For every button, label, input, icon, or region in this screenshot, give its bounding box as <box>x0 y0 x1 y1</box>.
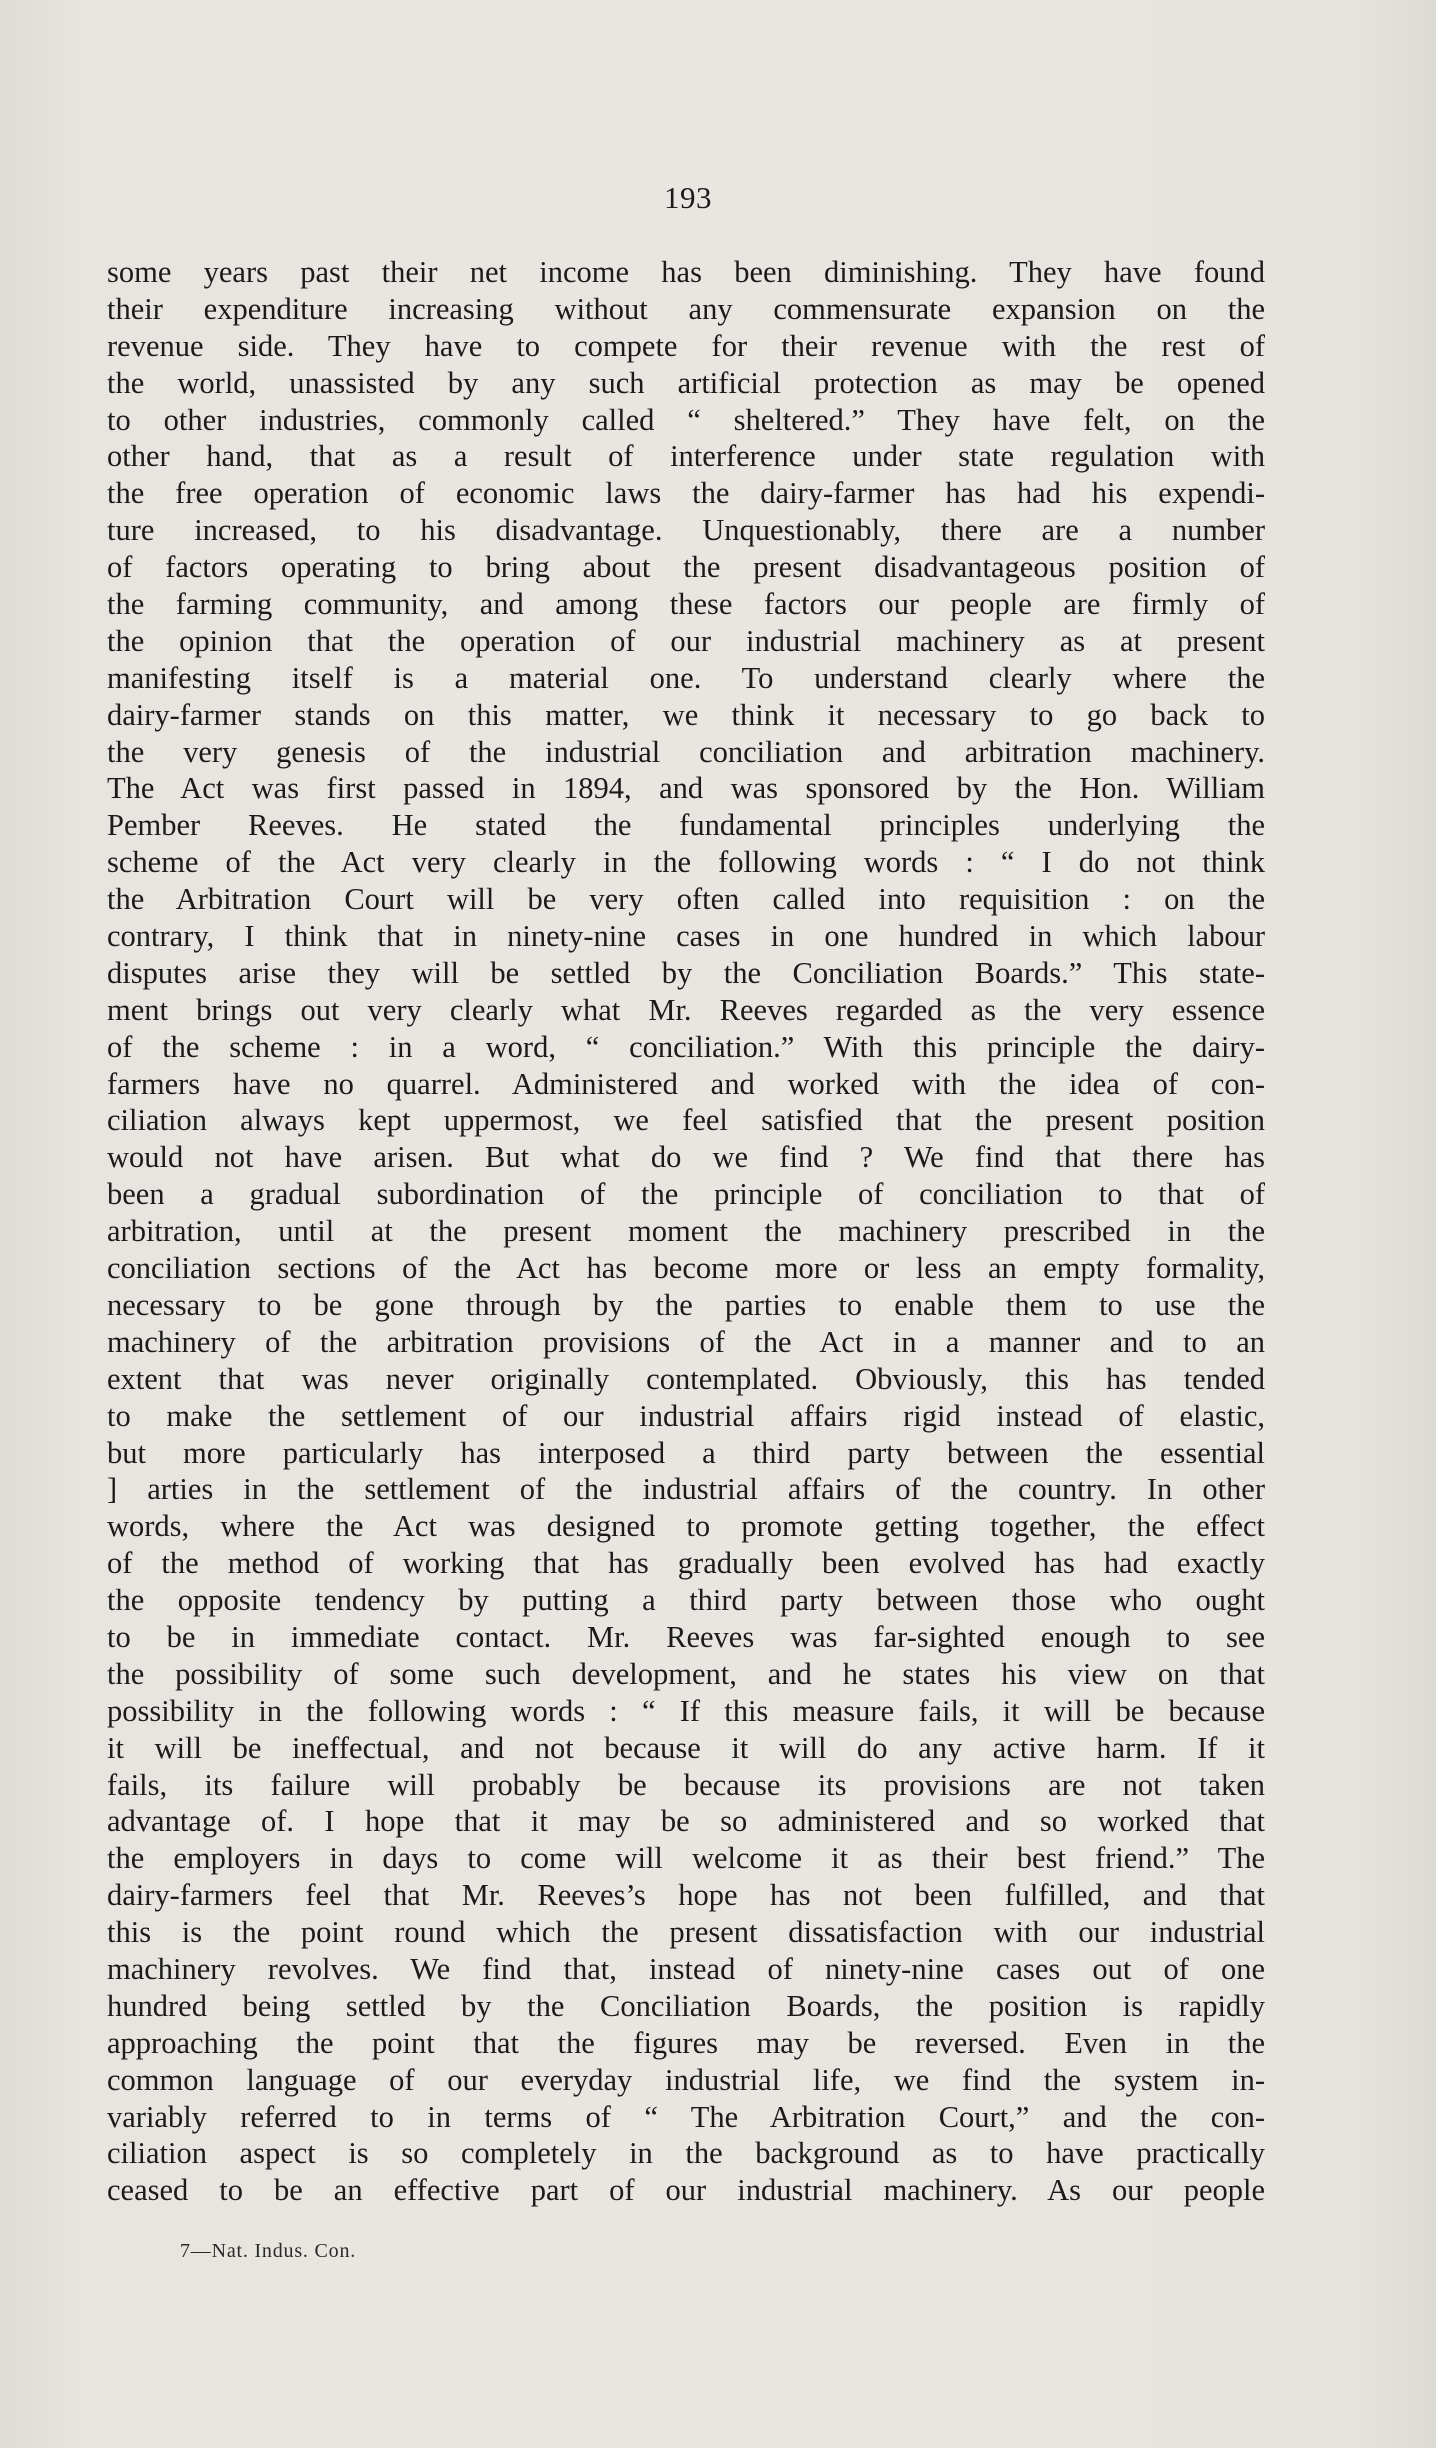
text-line: dairy-farmer stands on this matter, we think it necessary to go back to <box>107 697 1265 732</box>
text-line: contrary, I think that in ninety-nine cases in one hundred in which labour <box>107 919 1265 954</box>
text-line: the opposite tendency by putting a third party between those who ought <box>107 1583 1265 1618</box>
page-number: 193 <box>664 180 712 215</box>
text-line: the very genesis of the industrial conciliation and arbitration machinery. <box>107 734 1265 769</box>
text-line: other hand, that as a result of interference under state regulation with <box>107 439 1265 474</box>
text-line: ciliation always kept uppermost, we feel satisfied that the present position <box>107 1103 1265 1138</box>
text-line: ceased to be an effective part of our industrial machinery. As our people <box>107 2173 1265 2208</box>
text-line: the farming community, and among these factors our people are firmly of <box>107 587 1265 622</box>
text-line: manifesting itself is a material one. To understand clearly where the <box>107 660 1265 695</box>
text-line: to make the settlement of our industrial affairs rigid instead of elastic, <box>107 1398 1265 1433</box>
text-line: ciliation aspect is so completely in the background as to have practically <box>107 2136 1265 2171</box>
text-line: ] arties in the settlement of the industrial affairs of the country. In other <box>107 1472 1265 1507</box>
text-line: words, where the Act was designed to promote getting together, the effect <box>107 1509 1265 1544</box>
text-line: variably referred to in terms of “ The Arbitration Court,” and the con- <box>107 2099 1265 2134</box>
text-line: advantage of. I hope that it may be so administered and so worked that <box>107 1804 1265 1839</box>
text-line: ture increased, to his disadvantage. Unquestionably, there are a number <box>107 513 1265 548</box>
text-line: revenue side. They have to compete for their revenue with the rest of <box>107 328 1265 363</box>
text-line: the possibility of some such development, and he states his view on that <box>107 1656 1265 1691</box>
text-line: scheme of the Act very clearly in the following words : “ I do not think <box>107 845 1265 880</box>
text-line: to other industries, commonly called “ sheltered.” They have felt, on the <box>107 402 1265 437</box>
text-line: Pember Reeves. He stated the fundamental principles underlying the <box>107 808 1265 843</box>
text-line: ment brings out very clearly what Mr. Reeves regarded as the very essence <box>107 992 1265 1027</box>
text-line: to be in immediate contact. Mr. Reeves was far-sighted enough to see <box>107 1619 1265 1654</box>
text-line: disputes arise they will be settled by the Conciliation Boards.” This state- <box>107 955 1265 990</box>
text-line: of factors operating to bring about the present disadvantageous position of <box>107 550 1265 585</box>
body-text <box>107 254 1265 2209</box>
text-line: approaching the point that the figures may be reversed. Even in the <box>107 2025 1265 2060</box>
text-line: the opinion that the operation of our industrial machinery as at present <box>107 623 1265 658</box>
text-line: fails, its failure will probably be because its provisions are not taken <box>107 1767 1265 1802</box>
text-line: The Act was first passed in 1894, and was sponsored by the Hon. William <box>107 771 1265 806</box>
text-line: machinery of the arbitration provisions of the Act in a manner and to an <box>107 1324 1265 1359</box>
text-line: their expenditure increasing without any commensurate expansion on the <box>107 291 1265 326</box>
text-line: been a gradual subordination of the principle of conciliation to that of <box>107 1177 1265 1212</box>
text-line: conciliation sections of the Act has become more or less an empty formality, <box>107 1251 1265 1286</box>
text-line: the free operation of economic laws the dairy-farmer has had his expendi- <box>107 476 1265 511</box>
text-line: but more particularly has interposed a third party between the essential <box>107 1435 1265 1470</box>
text-line: some years past their net income has been diminishing. They have found <box>107 255 1265 289</box>
text-line: arbitration, until at the present moment the machinery prescribed in the <box>107 1214 1265 1249</box>
text-line: of the scheme : in a word, “ conciliation.” With this principle the dairy- <box>107 1029 1265 1064</box>
text-line: the employers in days to come will welcome it as their best friend.” The <box>107 1841 1265 1876</box>
text-line: extent that was never originally contemplated. Obviously, this has tended <box>107 1361 1265 1396</box>
text-line: it will be ineffectual, and not because it will do any active harm. If it <box>107 1730 1265 1765</box>
text-line: dairy-farmers feel that Mr. Reeves’s hope has not been fulfilled, and that <box>107 1878 1265 1913</box>
text-line: farmers have no quarrel. Administered and worked with the idea of con- <box>107 1066 1265 1101</box>
text-line: this is the point round which the present dissatisfaction with our industrial <box>107 1915 1265 1950</box>
text-line: possibility in the following words : “ If this measure fails, it will be because <box>107 1693 1265 1728</box>
text-line: would not have arisen. But what do we find ? We find that there has <box>107 1140 1265 1175</box>
text-line: of the method of working that has gradually been evolved has had exactly <box>107 1546 1265 1581</box>
text-line: hundred being settled by the Conciliation Boards, the position is rapidly <box>107 1988 1265 2023</box>
text-line: machinery revolves. We find that, instead of ninety-nine cases out of one <box>107 1951 1265 1986</box>
text-line: necessary to be gone through by the parties to enable them to use the <box>107 1287 1265 1322</box>
text-line: the Arbitration Court will be very often called into requisition : on the <box>107 882 1265 917</box>
text-line: common language of our everyday industrial life, we find the system in- <box>107 2062 1265 2097</box>
text-line: the world, unassisted by any such artificial protection as may be opened <box>107 365 1265 400</box>
printer-signature: 7—Nat. Indus. Con. <box>180 2240 357 2262</box>
